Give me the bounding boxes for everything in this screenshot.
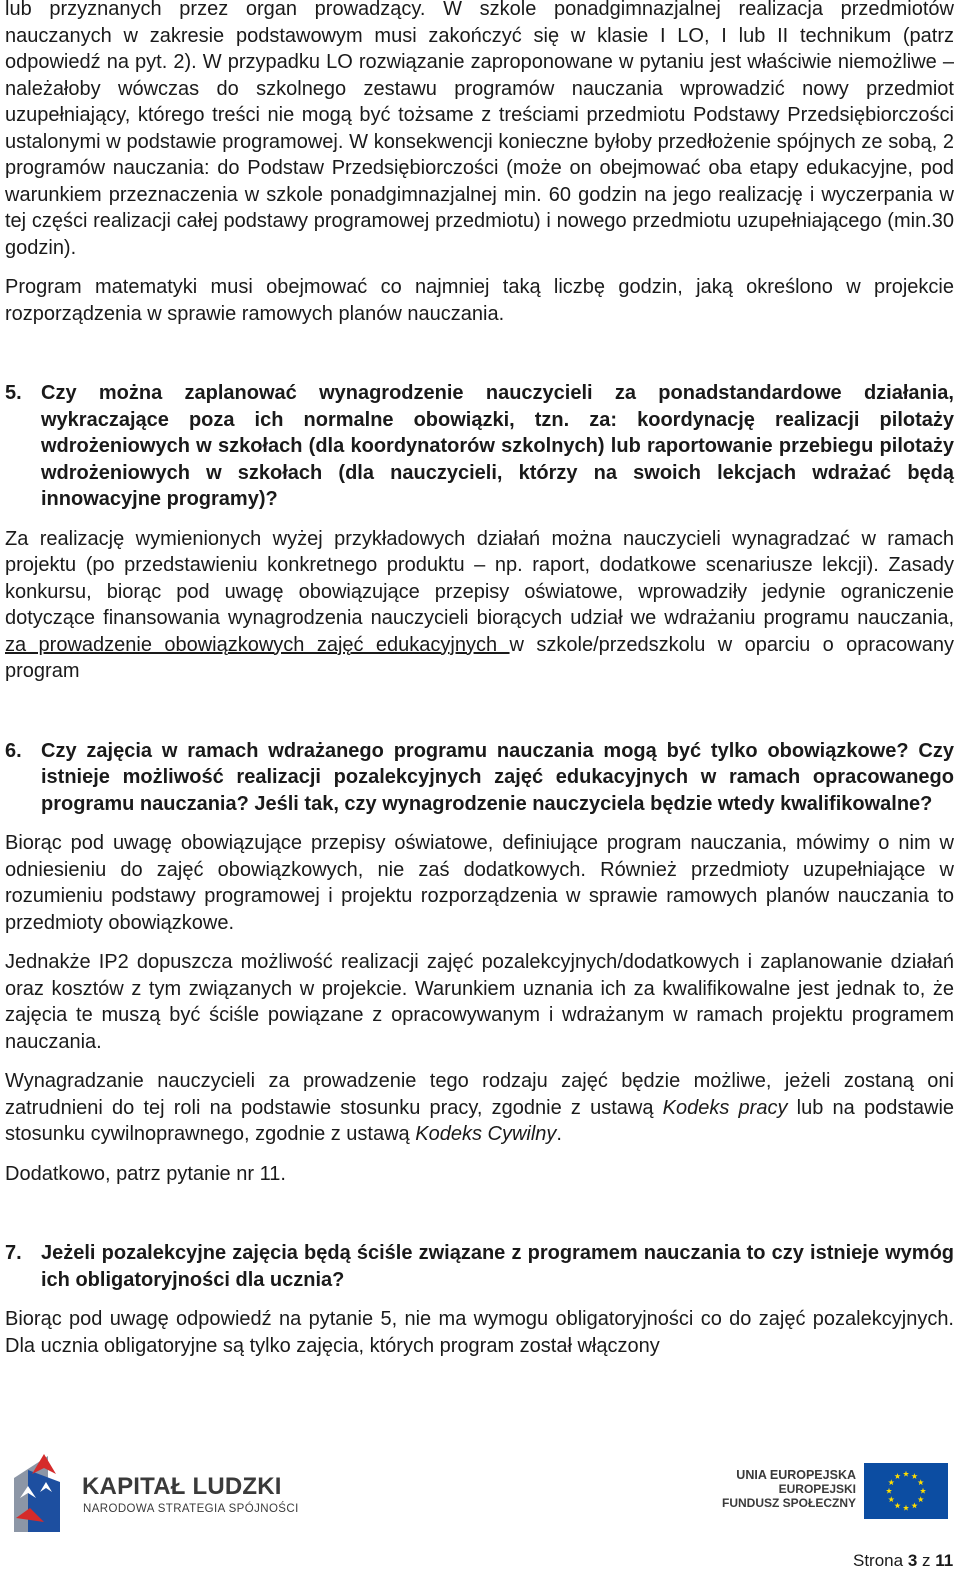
answer-text: . <box>556 1123 562 1145</box>
spacer <box>5 340 954 380</box>
answer-6-paragraph-4: Dodatkowo, patrz pytanie nr 11. <box>5 1162 286 1185</box>
document-body <box>5 0 954 1372</box>
underlined-text: za prowadzenie obowiązkowych zajęć edukacyjnych <box>5 633 510 656</box>
answer-6-paragraph-2: Jednakże IP2 dopuszcza możliwość realizacji zajęć pozalekcyjnych/dodatkowych i zaplanowanie działań oraz kosztów z tym związanych w projekcie. Warunkiem uznania ich za kwalifikowalne jest jednak to, że zajęcia te muszą być ściśle powiązane z opracowywanym i wdrażanym w ramach projektu programem nauczania. <box>5 951 954 1053</box>
kl-title: KAPITAŁ LUDZKI <box>82 1473 282 1500</box>
eu-label <box>720 1468 856 1510</box>
kl-subtitle: NARODOWA STRATEGIA SPÓJNOŚCI <box>83 1503 299 1515</box>
eu-flag-icon <box>864 1463 948 1519</box>
answer-text: w szkole/przedszkolu w oparciu o opracowany program <box>5 633 954 682</box>
question-6 <box>5 738 954 818</box>
question-number: 6. <box>5 739 22 762</box>
page-word: Strona <box>853 1551 904 1570</box>
question-text: Czy można zaplanować wynagrodzenie nauczycieli za ponadstandardowe działania, wykraczające poza ich normalne obowiązki, tzn. za: koordynację realizacji pilotaży wdrożeniowych w szkołach (dla koordynatorów szkolnych) lub raportowanie przebiegu pilotaży wdrożeniowych w szkołach (dla nauczycieli, którzy na swoich lekcjach wdrażać będą innowacyjne programy)? <box>41 382 954 510</box>
answer-5 <box>5 526 954 685</box>
question-5 <box>5 380 954 513</box>
eu-line-1: UNIA EUROPEJSKA <box>736 1468 856 1482</box>
answer-6-paragraph-1: Biorąc pod uwagę obowiązujące przepisy oświatowe, definiujące program nauczania, mówimy o nim w odniesieniu do zajęć obowiązkowych, nie zaś dodatkowych. Również przedmioty uzupełniające w rozumieniu podstawy programowej i projektu rozporządzenia w sprawie ramowych planów nauczania to przedmioty obowiązkowe. <box>5 832 954 934</box>
eu-line-2: EUROPEJSKI <box>778 1482 856 1496</box>
paragraph-continuation: lub przyznanych przez organ prowadzący. W szkole ponadgimnazjalnej realizacja przedmiotów nauczanych w zakresie podstawowym musi zakończyć się w klasie I LO, I lub II technikum (patrz odpowiedź na pyt. 2). W przypadku LO rozwiązanie zaproponowane w pytaniu jest właściwie niemożliwe – należałoby wówczas do szkolnego zestawu programów nauczania wprowadzić nowy przedmiot uzupełniający, którego treści nie mogą być tożsame z treściami przedmiotu Podstawy Przedsiębiorczości ustalonymi w podstawie programowej. W konsekwencji konieczne byłoby przedłożenie spójnych ze sobą, 2 programów nauczania: do Podstaw Przedsiębiorczości (może on obejmować oba etapy edukacyjne, pod warunkiem przeznaczenia w szkole ponadgimnazjalnej min. 60 godzin na jego realizację i wyczerpania w tej części realizacji całej podstawy programowej przedmiotu) i nowego przedmiotu uzupełniającego (min.30 godzin). <box>5 0 954 259</box>
question-7 <box>5 1240 954 1293</box>
eu-line-3: FUNDUSZ SPOŁECZNY <box>721 1496 856 1510</box>
law-name: Kodeks pracy <box>662 1096 788 1119</box>
page-total: 11 <box>935 1551 954 1570</box>
page-current: 3 <box>907 1551 918 1570</box>
kapital-ludzki-logo <box>10 1448 72 1532</box>
question-text: Czy zajęcia w ramach wdrażanego programu nauczania mogą być tylko obowiązkowe? Czy istnieje możliwość realizacji pozalekcyjnych zajęć edukacyjnych w ramach opracowanego programu nauczania? Jeśli tak, czy wynagrodzenie nauczyciela będzie wtedy kwalifikowalne? <box>41 739 954 815</box>
question-text: Jeżeli pozalekcyjne zajęcia będą ściśle związane z programem nauczania to czy istnieje wymóg ich obligatoryjności dla ucznia? <box>41 1242 954 1291</box>
spacer <box>5 1200 954 1240</box>
page-number <box>853 1551 953 1571</box>
page-of: z <box>922 1551 931 1570</box>
question-number: 5. <box>5 382 22 404</box>
question-number: 7. <box>5 1242 22 1264</box>
page-footer <box>0 1440 960 1572</box>
answer-7-paragraph-1: Biorąc pod uwagę odpowiedź na pytanie 5, nie ma wymogu obligatoryjności co do zajęć pozalekcyjnych. Dla ucznia obligatoryjne są tylko zajęcia, których program został włączony <box>5 1308 954 1357</box>
answer-text: lub na podstawie stosunku cywilnoprawnego, zgodnie z ustawą <box>5 1096 955 1145</box>
answer-6-paragraph-3 <box>5 1068 954 1148</box>
answer-text: Za realizację wymienionych wyżej przykładowych działań można nauczycieli wynagradzać w ramach projektu (po przedstawieniu konkretnego produktu – np. raport, dodatkowe scenariusze lekcji). Zasady konkursu, biorąc pod uwagę obowiązujące przepisy oświatowe, wprowadziły jedynie ograniczenie dotyczące finansowania wynagrodzenia nauczycieli biorących udział we wdrażaniu programu nauczania, <box>5 527 954 629</box>
paragraph-mathematics: Program matematyki musi obejmować co najmniej taką liczbę godzin, jaką określono w projekcie rozporządzenia w sprawie ramowych planów nauczania. <box>5 276 954 325</box>
law-name: Kodeks Cywilny <box>415 1123 557 1145</box>
answer-text: Wynagradzanie nauczycieli za prowadzenie tego rodzaju zajęć będzie możliwe, jeżeli zostaną oni zatrudnieni do tej roli na podstawie stosunku pracy, zgodnie z ustawą <box>5 1070 954 1119</box>
spacer <box>5 698 954 738</box>
